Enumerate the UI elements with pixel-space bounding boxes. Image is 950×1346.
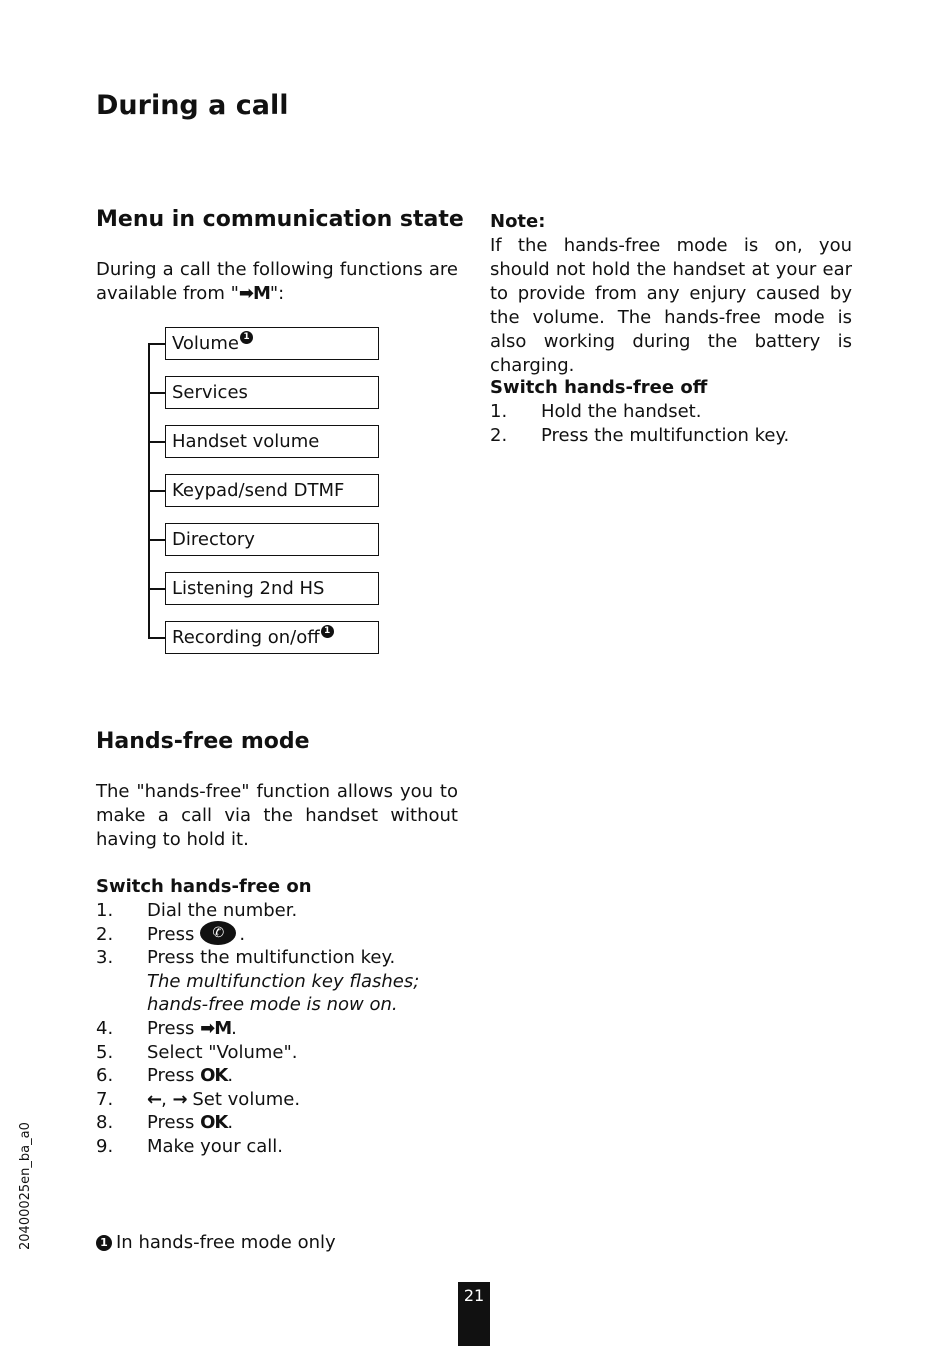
list-item: 1. Hold the handset. xyxy=(490,401,702,422)
list-item: 9. Make your call. xyxy=(96,1135,283,1157)
footnote-marker-icon: 1 xyxy=(96,1235,112,1251)
menu-tree-tick xyxy=(148,392,165,394)
list-item: hands-free mode is now on. xyxy=(147,994,398,1016)
page-title: During a call xyxy=(96,90,289,121)
menu-tree-tick xyxy=(148,637,165,639)
menu-intro-suffix: ": xyxy=(269,283,285,304)
list-item: 6. Press OK. xyxy=(96,1065,234,1087)
menu-section-intro xyxy=(96,258,458,306)
menu-item-label: Services xyxy=(172,382,248,403)
arrow-right-icon: → xyxy=(172,1088,187,1110)
switch-on-steps xyxy=(96,899,456,1159)
menu-item-label: Listening 2nd HS xyxy=(172,578,325,599)
menu-tree-tick xyxy=(148,441,165,443)
arrow-left-icon: ← xyxy=(147,1088,162,1110)
document-code: 20400025en_ba_a0 xyxy=(18,1122,33,1250)
menu-item-label: Recording on/off xyxy=(172,627,320,648)
list-item: 8. Press OK. xyxy=(96,1112,234,1134)
phone-icon: ✆ xyxy=(200,921,236,945)
menu-intro-prefix: During a call the following functions are available from " xyxy=(96,259,458,304)
menu-item-label: Volume xyxy=(172,333,239,354)
menu-section-heading: Menu in communication state xyxy=(96,207,464,232)
menu-tree-tick xyxy=(148,343,165,345)
menu-item-label: Directory xyxy=(172,529,255,550)
footnote: 1 In hands-free mode only xyxy=(96,1231,336,1255)
footnote-marker-icon: 1 xyxy=(321,625,334,638)
menu-item-label: Handset volume xyxy=(172,431,320,452)
switch-off-heading: Switch hands-free off xyxy=(490,377,708,398)
list-item: 3. Press the multifunction key. xyxy=(96,947,396,969)
list-item: 5. Select "Volume". xyxy=(96,1041,298,1063)
menu-item-keypad-dtmf xyxy=(165,474,379,507)
list-item: 1. Dial the number. xyxy=(96,900,298,921)
ok-key-symbol: OK xyxy=(200,1065,228,1087)
menu-item-directory xyxy=(165,523,379,556)
note-text: If the hands-free mode is on, you should not hold the handset at your ear to provide from any enjury caused by the volume. The hands-free mode is also working during the battery is charging. xyxy=(490,235,852,376)
menu-item-volume xyxy=(165,327,379,360)
menu-key-symbol: ➡M xyxy=(238,283,270,304)
footnote-marker-icon: 1 xyxy=(240,331,253,344)
list-item: The multifunction key flashes; xyxy=(147,970,420,992)
menu-item-label: Keypad/send DTMF xyxy=(172,480,345,501)
menu-item-listening-2nd-hs xyxy=(165,572,379,605)
menu-tree-tick xyxy=(148,588,165,590)
switch-on-heading: Switch hands-free on xyxy=(96,876,312,897)
list-item: 2. Press the multifunction key. xyxy=(490,424,790,446)
list-item: 7. ←, → Set volume. xyxy=(96,1088,301,1110)
list-item: 4. Press ➡M. xyxy=(96,1017,237,1039)
note-heading: Note: xyxy=(490,211,546,232)
switch-off-steps xyxy=(490,400,850,447)
menu-item-services xyxy=(165,376,379,409)
handsfree-heading: Hands-free mode xyxy=(96,729,310,754)
menu-item-recording xyxy=(165,621,379,654)
menu-tree-tick xyxy=(148,539,165,541)
handsfree-intro: The "hands-free" function allows you to make a call via the handset without having to hold it. xyxy=(96,781,458,850)
page-number: 21 xyxy=(458,1282,490,1346)
menu-tree-tick xyxy=(148,490,165,492)
menu-key-symbol: ➡M xyxy=(200,1017,232,1039)
list-item: 2. Press ✆ . xyxy=(96,923,456,947)
menu-item-handset-volume xyxy=(165,425,379,458)
ok-key-symbol: OK xyxy=(200,1112,228,1134)
